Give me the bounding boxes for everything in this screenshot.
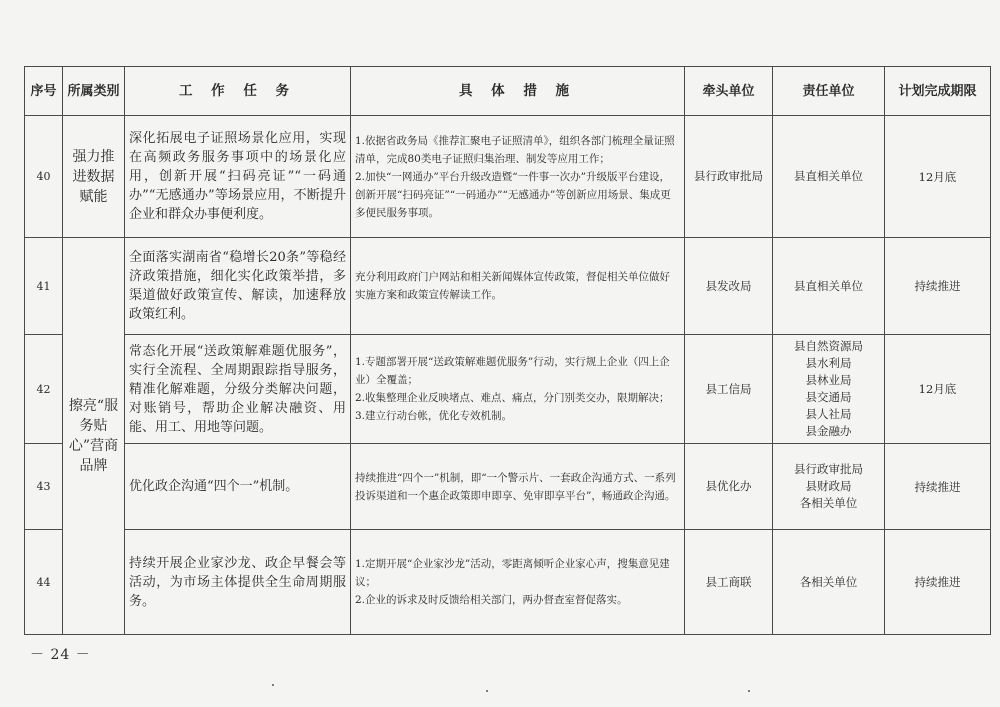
page-number: － 24 － — [30, 647, 91, 663]
row-task: 持续开展企业家沙龙、政企早餐会等活动，为市场主体提供全生命周期服务。 — [125, 530, 351, 635]
responsible-item: 县行政审批局 — [794, 462, 863, 476]
table-header-row — [25, 67, 991, 116]
measure-item: 3.建立行动台帐，优化专效机制。 — [355, 410, 513, 422]
table-row — [25, 335, 991, 444]
header-deadline: 计划完成期限 — [885, 67, 991, 116]
header-lead: 牵头单位 — [685, 67, 773, 116]
row-number: 44 — [25, 530, 63, 635]
row-lead-unit: 县工商联 — [685, 530, 773, 635]
row-deadline: 持续推进 — [885, 238, 991, 335]
row-measures — [351, 116, 685, 238]
header-measures: 具 体 措 施 — [351, 67, 685, 116]
scan-speck — [272, 684, 274, 686]
row-measures — [351, 238, 685, 335]
row-deadline: 12月底 — [885, 116, 991, 238]
row-number: 43 — [25, 444, 63, 530]
measure-item: 充分利用政府门户网站和相关新闻媒体宣传政策，督促相关单位做好实施方案和政策宣传解读工作。 — [355, 271, 670, 301]
row-task: 优化政企沟通“四个一”机制。 — [125, 444, 351, 530]
responsible-item: 各相关单位 — [799, 574, 858, 589]
row-category: 强力推进数据赋能 — [63, 116, 125, 238]
scan-speck — [486, 690, 488, 692]
responsible-item: 县林业局 — [805, 373, 852, 387]
responsible-item: 各相关单位 — [799, 496, 858, 510]
table-row — [25, 116, 991, 238]
row-responsible-unit — [773, 116, 885, 238]
measure-item: 1.专题部署开展“送政策解难题优服务”行动，实行规上企业（四上企业）全覆盖； — [355, 356, 670, 386]
row-lead-unit: 县发改局 — [685, 238, 773, 335]
table-row — [25, 238, 991, 335]
measure-item: 1.定期开展“企业家沙龙”活动，零距离倾听企业家心声，搜集意见建议； — [355, 558, 670, 588]
responsible-item: 县水利局 — [805, 356, 852, 370]
responsible-item: 县交通局 — [805, 390, 852, 404]
row-task: 常态化开展“送政策解难题优服务”，实行全流程、全周期跟踪指导服务，精准化解难题，分级分类解决问题，对账销号，帮助企业解决融资、用能、用工、用地等问题。 — [125, 335, 351, 444]
row-deadline: 持续推进 — [885, 444, 991, 530]
row-responsible-unit — [773, 530, 885, 635]
responsible-item: 县金融办 — [805, 424, 852, 438]
table-row — [25, 530, 991, 635]
row-measures — [351, 530, 685, 635]
row-number: 40 — [25, 116, 63, 238]
row-lead-unit: 县行政审批局 — [685, 116, 773, 238]
task-table — [24, 66, 991, 635]
row-responsible-unit — [773, 335, 885, 444]
header-category: 所属类别 — [63, 67, 125, 116]
measure-item: 2.收集整理企业反映堵点、难点、痛点，分门别类交办，限期解决； — [355, 392, 670, 404]
row-task: 全面落实湖南省“稳增长20条”等稳经济政策措施，细化实化政策举措，多渠道做好政策宣传、解读，加速释放政策红利。 — [125, 238, 351, 335]
row-responsible-unit — [773, 238, 885, 335]
scan-speck — [748, 690, 750, 692]
row-category: 擦亮“服务贴心”营商品牌 — [63, 238, 125, 635]
row-lead-unit: 县工信局 — [685, 335, 773, 444]
row-measures — [351, 335, 685, 444]
row-measures — [351, 444, 685, 530]
measure-item: 1.依据省政务局《推荐汇聚电子证照清单》，组织各部门梳理全量证照清单，完成80类电子证照归集治理、制发等应用工作； — [355, 134, 675, 165]
table-row — [25, 444, 991, 530]
responsible-item: 县财政局 — [805, 479, 852, 493]
row-task: 深化拓展电子证照场景化应用，实现在高频政务服务事项中的场景化应用，创新开展“扫码亮证”“一码通办”“无感通办”等场景应用，不断提升企业和群众办事便利度。 — [125, 116, 351, 238]
row-deadline: 12月底 — [885, 335, 991, 444]
row-lead-unit: 县优化办 — [685, 444, 773, 530]
row-responsible-unit — [773, 444, 885, 530]
responsible-item: 县人社局 — [805, 407, 852, 421]
measure-item: 2.加快“一网通办”平台升级改造暨“一件事一次办”升级版平台建设，创新开展“扫码亮证”“一码通办”“无感通办”等创新应用场景、集成更多便民服务事项。 — [355, 170, 671, 219]
header-task: 工 作 任 务 — [125, 67, 351, 116]
measure-item: 持续推进“四个一”机制，即“一个警示片、一套政企沟通方式、一系列投诉渠道和一个惠企政策即申即享、免审即享平台”，畅通政企沟通。 — [355, 471, 676, 502]
responsible-item: 县直相关单位 — [794, 278, 863, 293]
measure-item: 2.企业的诉求及时反馈给相关部门，两办督查室督促落实。 — [355, 594, 628, 606]
responsible-item: 县直相关单位 — [794, 169, 863, 183]
responsible-item: 县自然资源局 — [794, 339, 863, 353]
header-responsible: 责任单位 — [773, 67, 885, 116]
header-seq: 序号 — [25, 67, 63, 116]
row-number: 42 — [25, 335, 63, 444]
row-number: 41 — [25, 238, 63, 335]
row-deadline: 持续推进 — [885, 530, 991, 635]
